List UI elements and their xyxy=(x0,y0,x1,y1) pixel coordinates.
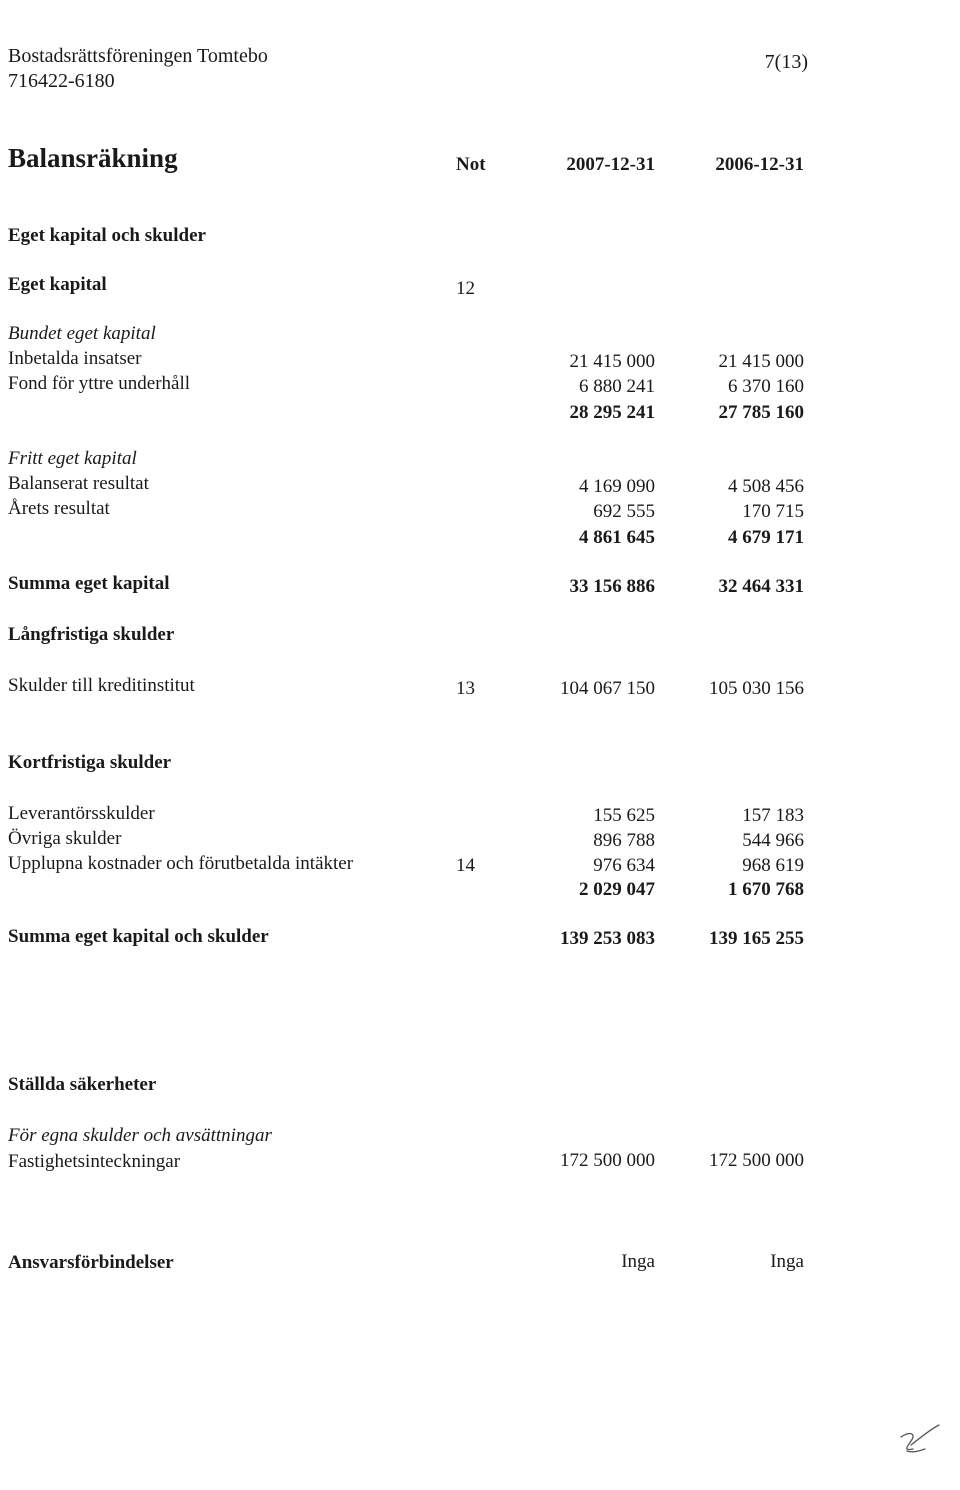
note-reference: 13 xyxy=(456,678,475,699)
subtotal-2007: 4 861 645 xyxy=(579,527,655,548)
row-value-2007: 692 555 xyxy=(593,501,655,522)
row-value-2007: 21 415 000 xyxy=(569,351,655,372)
row-label: Upplupna kostnader och förutbetalda intäkter xyxy=(8,853,354,874)
row-value-2007: 4 169 090 xyxy=(579,476,655,497)
page-number: 7(13) xyxy=(764,51,808,73)
row-value-2007: 6 880 241 xyxy=(579,376,655,397)
row-value-2006: 6 370 160 xyxy=(728,376,804,397)
row-value-2007: Inga xyxy=(621,1251,655,1272)
total-label: Summa eget kapital xyxy=(8,573,170,594)
row-value-2006: 172 500 000 xyxy=(709,1150,804,1171)
subtotal-2006: 27 785 160 xyxy=(718,402,804,423)
row-value-2006: 968 619 xyxy=(742,855,804,876)
row-label: Inbetalda insatser xyxy=(8,348,142,369)
row-value-2006: 157 183 xyxy=(742,805,804,826)
section-heading-ansvarsforbindelser: Ansvarsförbindelser xyxy=(8,1252,174,1273)
grand-total-2006: 139 165 255 xyxy=(709,928,804,949)
row-label: Övriga skulder xyxy=(8,828,122,849)
row-label: Fastighetsinteckningar xyxy=(8,1151,181,1172)
row-label: Fond för yttre underhåll xyxy=(8,373,191,394)
section-heading-stallda-sakerheter: Ställda säkerheter xyxy=(8,1074,157,1095)
total-2006: 32 464 331 xyxy=(718,576,804,597)
grand-total-label: Summa eget kapital och skulder xyxy=(8,926,269,947)
subheading-bundet-eget-kapital: Bundet eget kapital xyxy=(8,323,156,344)
row-label: Skulder till kreditinstitut xyxy=(8,675,195,696)
row-value-2007: 896 788 xyxy=(593,830,655,851)
subtotal-2007: 2 029 047 xyxy=(579,879,655,900)
handwritten-initials-signature xyxy=(893,1417,943,1467)
row-label: Balanserat resultat xyxy=(8,473,149,494)
row-value-2006: 21 415 000 xyxy=(718,351,804,372)
column-header-2007: 2007-12-31 xyxy=(566,154,655,175)
row-value-2006: 170 715 xyxy=(742,501,804,522)
note-reference: 12 xyxy=(456,278,475,299)
row-value-2007: 172 500 000 xyxy=(560,1150,655,1171)
row-value-2006: 105 030 156 xyxy=(709,678,804,699)
row-value-2007: 976 634 xyxy=(593,855,655,876)
section-heading-kortfristiga-skulder: Kortfristiga skulder xyxy=(8,752,172,773)
row-value-2006: 4 508 456 xyxy=(728,476,804,497)
grand-total-2007: 139 253 083 xyxy=(560,928,655,949)
row-label: Årets resultat xyxy=(8,498,110,519)
row-value-2007: 104 067 150 xyxy=(560,678,655,699)
section-heading-eget-kapital-och-skulder: Eget kapital och skulder xyxy=(8,225,206,246)
row-value-2006: 544 966 xyxy=(742,830,804,851)
page-title: Balansräkning xyxy=(8,143,178,173)
subtotal-2007: 28 295 241 xyxy=(569,402,655,423)
row-value-2007: 155 625 xyxy=(593,805,655,826)
subtotal-2006: 1 670 768 xyxy=(728,879,804,900)
column-header-2006: 2006-12-31 xyxy=(715,154,804,175)
subheading-fritt-eget-kapital: Fritt eget kapital xyxy=(8,448,137,469)
section-heading-eget-kapital: Eget kapital xyxy=(8,274,107,295)
subheading-egna-skulder: För egna skulder och avsättningar xyxy=(8,1125,272,1146)
column-header-not: Not xyxy=(456,154,486,175)
total-2007: 33 156 886 xyxy=(569,576,655,597)
organization-name: Bostadsrättsföreningen Tomtebo xyxy=(8,45,268,67)
row-value-2006: Inga xyxy=(770,1251,804,1272)
organization-number: 716422-6180 xyxy=(8,70,115,92)
note-reference: 14 xyxy=(456,855,475,876)
subtotal-2006: 4 679 171 xyxy=(728,527,804,548)
section-heading-langfristiga-skulder: Långfristiga skulder xyxy=(8,624,175,645)
row-label: Leverantörsskulder xyxy=(8,803,155,824)
